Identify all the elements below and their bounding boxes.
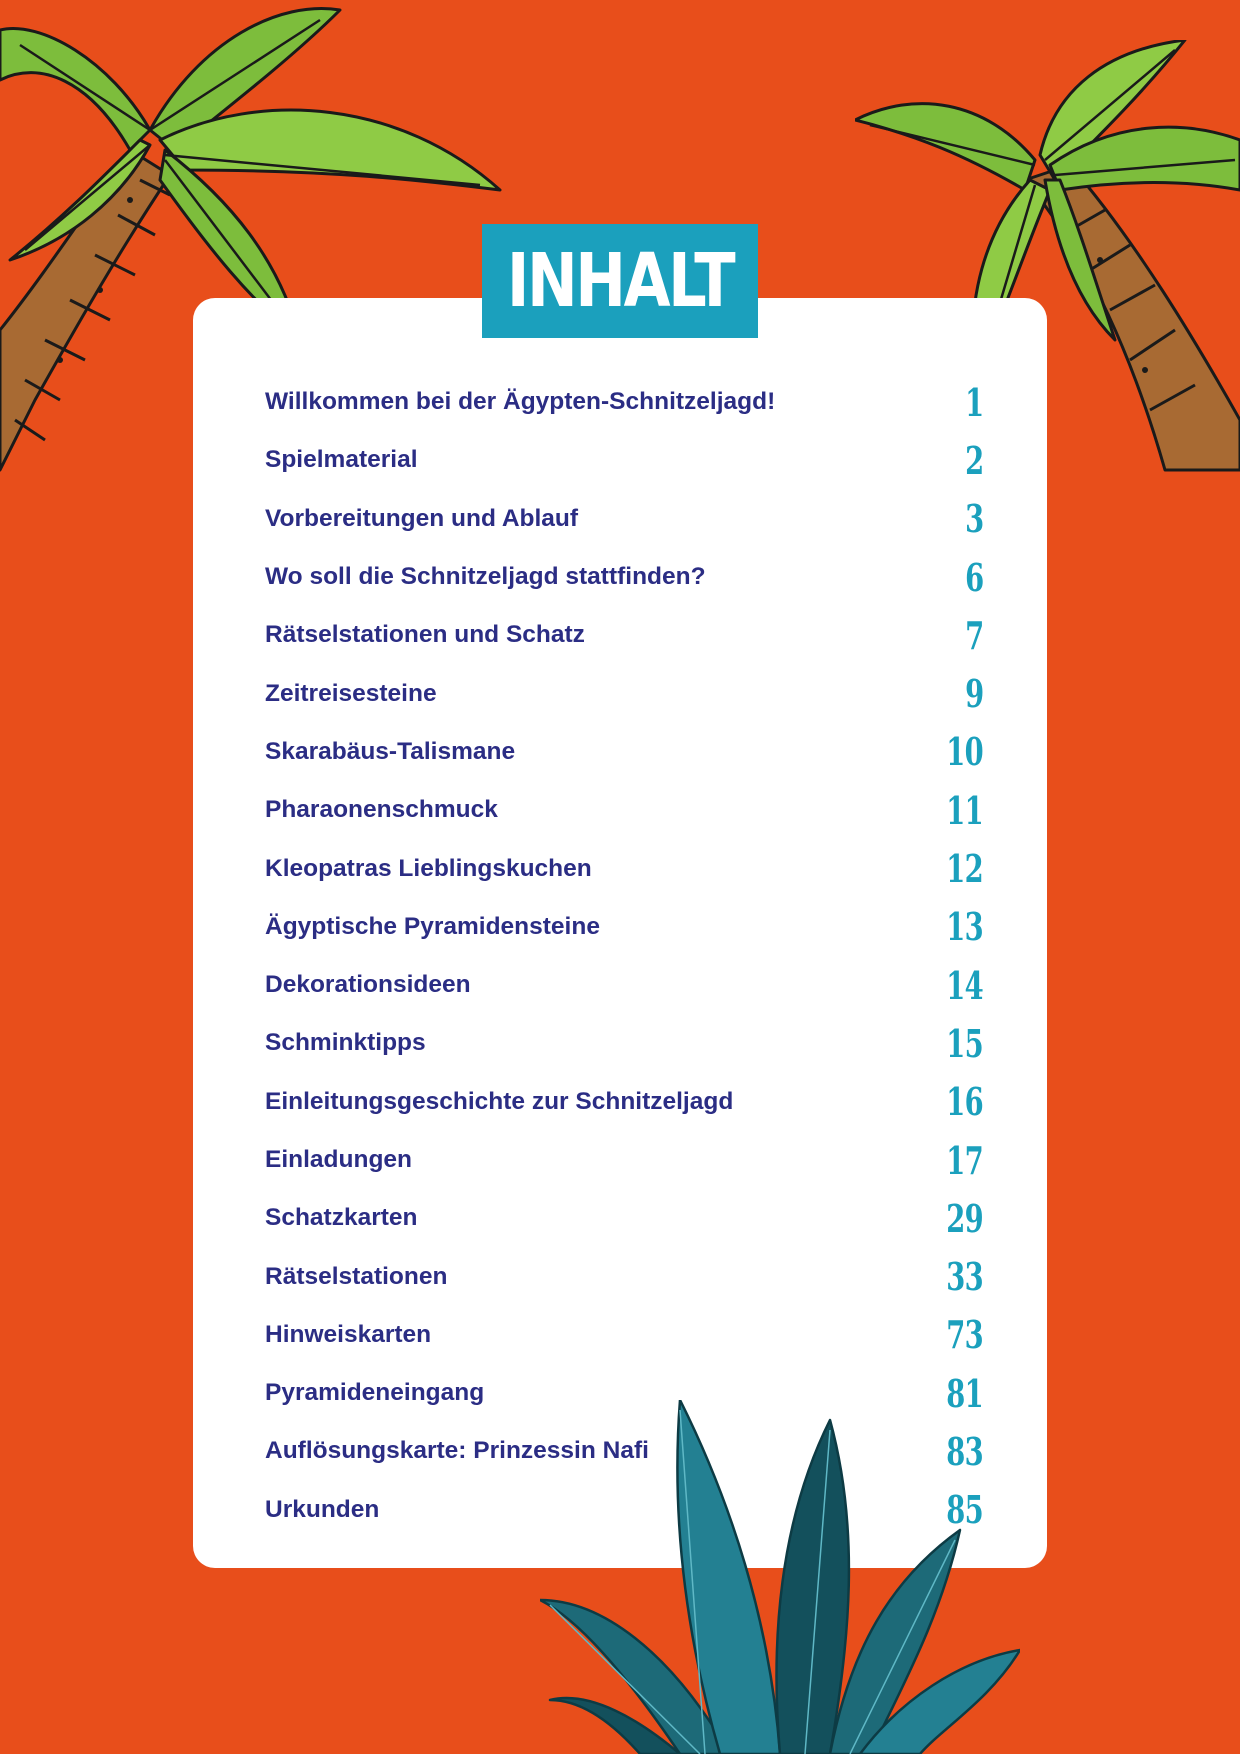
toc-row[interactable]: [265, 1247, 983, 1305]
title-banner: [482, 224, 758, 338]
toc-page-number: 29: [946, 1195, 983, 1241]
toc-row[interactable]: [265, 1306, 983, 1364]
toc-page-number: 81: [946, 1370, 983, 1416]
toc-page-number: 83: [946, 1428, 983, 1474]
toc-row[interactable]: [265, 898, 983, 956]
toc-page-number: 12: [946, 846, 983, 892]
toc-row[interactable]: [265, 606, 983, 664]
toc-entry-label: Einladungen: [265, 1146, 412, 1173]
toc-page-number: 85: [946, 1487, 983, 1533]
toc-entry-label: Vorbereitungen und Ablauf: [265, 504, 579, 532]
toc-page-number: 17: [946, 1137, 983, 1183]
toc-page-number: 2: [964, 437, 983, 483]
toc-row[interactable]: [265, 956, 983, 1014]
toc-page-number: 6: [964, 554, 983, 600]
toc-row[interactable]: [265, 548, 983, 606]
toc-page-number: 73: [946, 1312, 983, 1358]
toc-page-number: 11: [946, 787, 983, 833]
toc-row[interactable]: [265, 1131, 983, 1189]
toc-entry-label: Pyramideneingang: [265, 1379, 485, 1407]
page-title: INHALT: [506, 238, 734, 324]
toc-row[interactable]: [265, 490, 983, 548]
toc-page-number: 33: [946, 1254, 983, 1300]
toc-entry-label: Spielmaterial: [265, 446, 418, 474]
toc-entry-label: Urkunden: [265, 1495, 380, 1523]
toc-row[interactable]: [265, 723, 983, 781]
toc-page-number: 9: [964, 671, 983, 717]
toc-entry-label: Auflösungskarte: Prinzessin Nafi: [265, 1437, 649, 1465]
toc-row[interactable]: [265, 431, 983, 489]
toc-entry-label: Hinweiskarten: [265, 1320, 432, 1348]
toc-entry-label: Einleitungsgeschichte zur Schnitzeljagd: [265, 1087, 734, 1115]
toc-page-number: 3: [964, 496, 983, 542]
toc-page-number: 16: [946, 1079, 983, 1125]
toc-page-number: 14: [946, 962, 983, 1008]
teal-leaves-plant-illustration: [540, 1400, 1020, 1754]
toc-row[interactable]: [265, 781, 983, 839]
toc-entry-label: Kleopatras Lieblingskuchen: [265, 854, 592, 882]
toc-row[interactable]: [265, 1014, 983, 1072]
toc-entry-label: Dekorationsideen: [265, 971, 471, 999]
toc-entry-label: Rätselstationen und Schatz: [265, 621, 585, 649]
toc-entry-label: Pharaonenschmuck: [265, 796, 498, 824]
table-of-contents: [265, 373, 983, 1539]
toc-entry-label: Skarabäus-Talismane: [265, 737, 516, 765]
toc-row[interactable]: [265, 839, 983, 897]
toc-row[interactable]: [265, 1073, 983, 1131]
toc-entry-label: Wo soll die Schnitzeljagd stattfinden?: [265, 563, 706, 591]
toc-entry-label: Ägyptische Pyramidensteine: [265, 912, 600, 940]
toc-entry-label: Schminktipps: [265, 1029, 426, 1057]
toc-entry-label: Zeitreisesteine: [265, 679, 437, 707]
toc-page-number: 7: [964, 612, 983, 658]
toc-entry-label: Willkommen bei der Ägypten-Schnitzeljagd!: [265, 388, 776, 416]
toc-row[interactable]: [265, 1189, 983, 1247]
toc-page-number: 1: [964, 379, 983, 425]
toc-page-number: 15: [946, 1020, 983, 1066]
toc-row[interactable]: [265, 664, 983, 722]
toc-row[interactable]: [265, 373, 983, 431]
toc-page-number: 10: [946, 729, 983, 775]
toc-entry-label: Rätselstationen: [265, 1262, 448, 1290]
toc-page-number: 13: [946, 904, 983, 950]
toc-entry-label: Schatzkarten: [265, 1204, 418, 1232]
